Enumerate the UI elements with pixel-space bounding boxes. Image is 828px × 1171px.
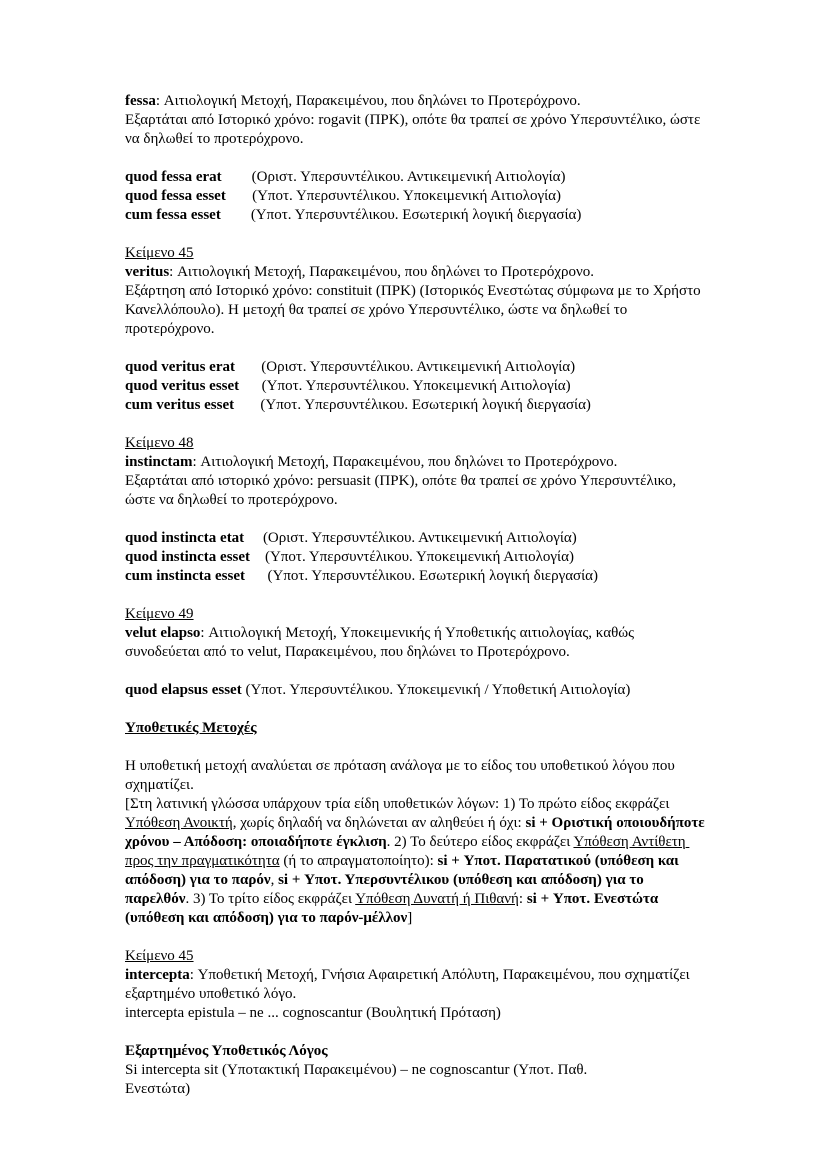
text-run: cum instincta esset [125, 568, 245, 584]
text-run: Εξαρτάται από Ιστορικό χρόνο: rogavit (ΠΡΚ), οπότε θα τραπεί σε χρόνο Υπερσυντέλικο, ώστε να δηλωθεί το προτερόχρονο. [125, 112, 704, 147]
paragraph [125, 168, 708, 187]
paragraph [125, 947, 708, 966]
paragraph [125, 529, 708, 548]
text-run: : Αιτιολογική Μετοχή, Υποκειμενικής ή Υποθετικής αιτιολογίας, καθώς συνοδεύεται από το velut, Παρακειμένου, που δηλώνει το Προτερόχρονο. [125, 625, 638, 660]
paragraph [125, 187, 708, 206]
text-run: cum veritus esset [125, 397, 235, 413]
blank-line [125, 586, 708, 605]
paragraph [125, 795, 708, 928]
text-run: Si intercepta sit (Υποτακτική Παρακειμένου) – ne cognoscantur (Υποτ. Παθ. [125, 1062, 588, 1078]
blank-line [125, 415, 708, 434]
text-run: [Στη λατινική γλώσσα υπάρχουν τρία είδη υποθετικών λόγων: 1) Το πρώτο είδος εκφράζει [125, 796, 673, 812]
paragraph [125, 92, 708, 149]
text-run: Ενεστώτα) [125, 1081, 191, 1097]
text-run: quod instincta etat [125, 530, 245, 546]
text-run: quod veritus erat [125, 359, 235, 375]
paragraph [125, 1061, 708, 1099]
text-run: . 3) Το τρίτο είδος εκφράζει [185, 891, 356, 907]
text-run: veritus [125, 264, 170, 280]
paragraph [125, 548, 708, 567]
paragraph [125, 624, 708, 662]
paragraph [125, 1004, 708, 1023]
blank-line [125, 510, 708, 529]
text-run: (Υποτ. Υπερσυντέλικου. Υποκειμενική Αιτιολογία) [225, 188, 562, 204]
text-run: (Οριστ. Υπερσυντέλικου. Αντικειμενική Αιτιολογία) [221, 169, 566, 185]
blank-line [125, 225, 708, 244]
paragraph [125, 396, 708, 415]
text-run: (Υποτ. Υπερσυντέλικου. Εσωτερική λογική διεργασία) [245, 568, 599, 584]
document-body [125, 92, 708, 1099]
text-run: si + Υποτ. Υπερσυντέλικου (υπόθεση και απόδοση) για το παρελθόν [125, 872, 648, 907]
text-run: : Αιτιολογική Μετοχή, Παρακειμένου, που δηλώνει το Προτερόχρονο. [155, 93, 581, 109]
text-run: si + Υποτ. Ενεστώτα (υπόθεση και απόδοση) για το παρόν-μέλλον [125, 891, 663, 926]
paragraph [125, 719, 708, 738]
text-run: Κείμενο 48 [125, 435, 194, 451]
paragraph [125, 757, 708, 795]
blank-line [125, 149, 708, 168]
paragraph [125, 605, 708, 624]
paragraph [125, 377, 708, 396]
text-run: quod instincta esset [125, 549, 251, 565]
text-run: (Υποτ. Υπερσυντέλικου. Εσωτερική λογική διεργασία) [220, 207, 582, 223]
text-run: (Υποτ. Υπερσυντέλικου. Υποκειμενική / Υποθετική Αιτιολογία) [241, 682, 631, 698]
paragraph [125, 567, 708, 586]
text-run: . 2) Το δεύτερο είδος εκφράζει [386, 834, 574, 850]
paragraph [125, 358, 708, 377]
text-run: (Υποτ. Υπερσυντέλικου. Υποκειμενική Αιτιολογία) [250, 549, 574, 565]
text-run: , [270, 872, 279, 888]
text-run: Εξάρτηση από Ιστορικό χρόνο: constituit (ΠΡΚ) (Ιστορικός Ενεστώτας σύμφωνα με το Χρήστο Κανελλόπουλο). Η μετοχή θα τραπεί σε χρόνο Υπερσυντέλικο, ώστε να δηλωθεί το προτερόχρονο. [125, 283, 705, 337]
text-run: Υπόθεση Ανοικτή [125, 815, 233, 831]
paragraph [125, 453, 708, 510]
text-run: Κείμενο 45 [125, 948, 194, 964]
text-run: Εξαρτάται από ιστορικό χρόνο: persuasit (ΠΡΚ), οπότε θα τραπεί σε χρόνο Υπερσυντέλικο, ώστε να δηλωθεί το προτερόχρονο. [125, 473, 680, 508]
text-run: Υπόθεση Αντίθετη προς την πραγματικότητα [125, 834, 690, 869]
text-run: quod veritus esset [125, 378, 240, 394]
text-run: quod fessa erat [125, 169, 222, 185]
text-run: : Υποθετική Μετοχή, Γνήσια Αφαιρετική Απόλυτη, Παρακειμένου, που σχηματίζει εξαρτημένο υποθετικό λόγο. [125, 967, 694, 1002]
blank-line [125, 700, 708, 719]
blank-line [125, 662, 708, 681]
paragraph [125, 244, 708, 263]
text-run: si + Οριστική οποιουδήποτε χρόνου – Απόδοση: οποιαδήποτε έγκλιση [125, 815, 709, 850]
text-run: : Αιτιολογική Μετοχή, Παρακειμένου, που δηλώνει το Προτερόχρονο. [169, 264, 595, 280]
text-run: si + Υποτ. Παρατατικού (υπόθεση και απόδοση) για το παρόν [125, 853, 683, 888]
paragraph [125, 1042, 708, 1061]
text-run: : [518, 891, 527, 907]
blank-line [125, 1023, 708, 1042]
text-run: Υπόθεση Δυνατή ή Πιθανή [355, 891, 519, 907]
paragraph [125, 434, 708, 453]
blank-line [125, 738, 708, 757]
text-run: instinctam [125, 454, 193, 470]
text-run: Η υποθετική μετοχή αναλύεται σε πρόταση ανάλογα με το είδος του υποθετικού λόγου που σχηματίζει. [125, 758, 679, 793]
text-run: Κείμενο 49 [125, 606, 194, 622]
text-run: Εξαρτημένος Υποθετικός Λόγος [125, 1043, 328, 1059]
text-run: quod fessa esset [125, 188, 226, 204]
text-run: intercepta [125, 967, 190, 983]
text-run: velut elapso [125, 625, 201, 641]
text-run: (ή το απραγματοποίητο): [279, 853, 438, 869]
text-run: Υποθετικές Μετοχές [125, 720, 257, 736]
text-run: (Υποτ. Υπερσυντέλικου. Εσωτερική λογική διεργασία) [234, 397, 591, 413]
text-run: : Αιτιολογική Μετοχή, Παρακειμένου, που δηλώνει το Προτερόχρονο. [192, 454, 618, 470]
text-run: (Υποτ. Υπερσυντέλικου. Υποκειμενική Αιτιολογία) [239, 378, 571, 394]
text-run: cum fessa esset [125, 207, 221, 223]
text-run: , χωρίς δηλαδή να δηλώνεται αν αληθεύει ή όχι: [232, 815, 526, 831]
text-run: ] [407, 910, 413, 926]
text-run: (Οριστ. Υπερσυντέλικου. Αντικειμενική Αιτιολογία) [235, 359, 576, 375]
paragraph [125, 206, 708, 225]
paragraph [125, 966, 708, 1004]
text-run: quod elapsus esset [125, 682, 242, 698]
text-run: intercepta epistula – ne ... cognoscantur (Βουλητική Πρόταση) [125, 1005, 501, 1021]
blank-line [125, 928, 708, 947]
blank-line [125, 339, 708, 358]
text-run: fessa [125, 93, 156, 109]
paragraph [125, 263, 708, 339]
text-run: Κείμενο 45 [125, 245, 194, 261]
text-run: (Οριστ. Υπερσυντέλικου. Αντικειμενική Αιτιολογία) [244, 530, 577, 546]
paragraph [125, 681, 708, 700]
